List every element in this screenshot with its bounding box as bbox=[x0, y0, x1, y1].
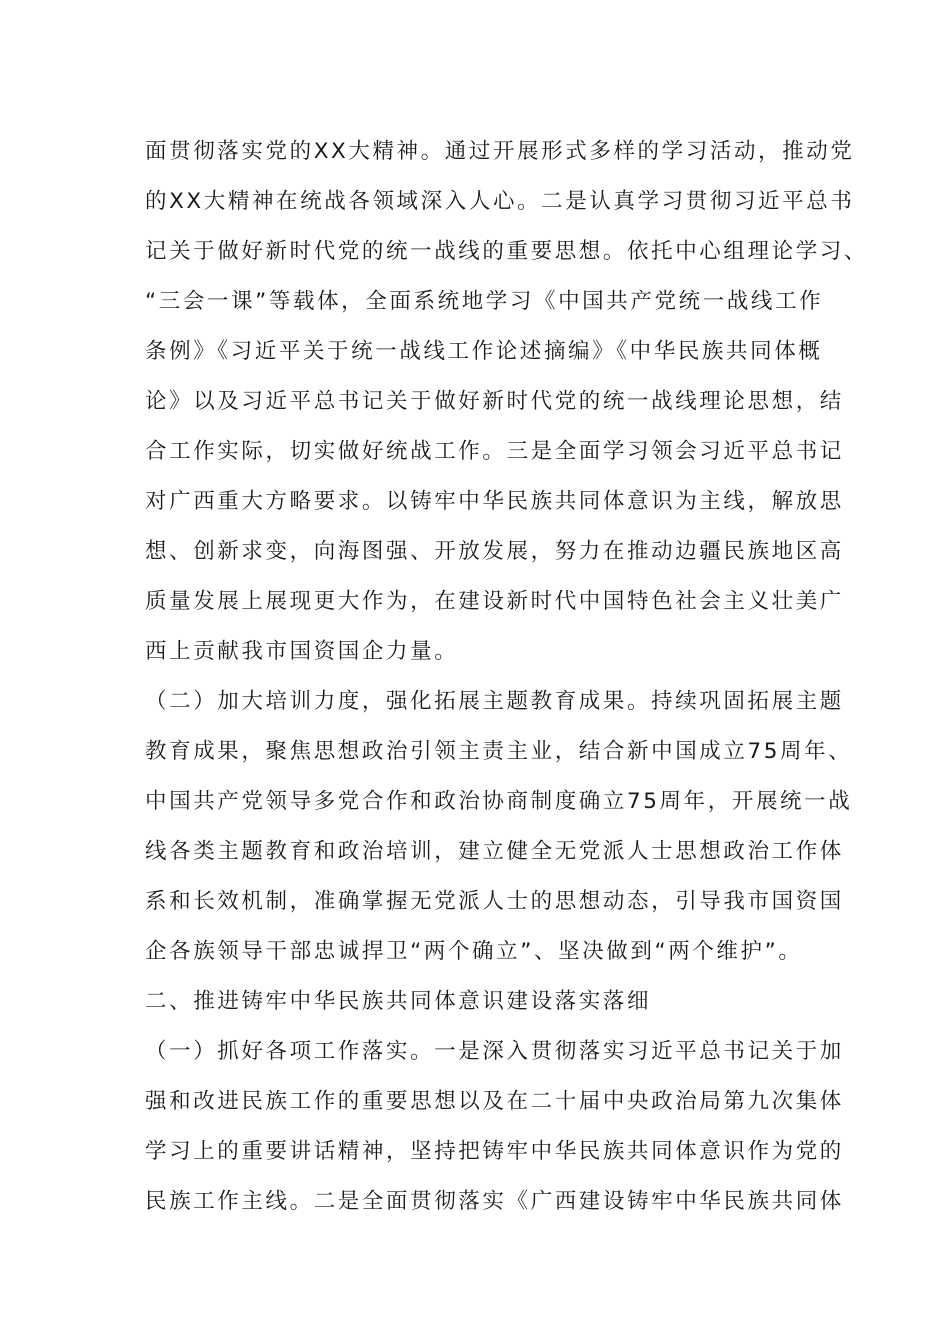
section-heading: （一）抓好各项工作落实。一是深入贯彻落实习近平总书记关于加 bbox=[145, 1039, 844, 1064]
text-line: “三会一课”等载体，全面系统地学习《中国共产党统一战线工作 bbox=[145, 289, 824, 314]
text-line: 面贯彻落实党的XX大精神。通过开展形式多样的学习活动，推动党 bbox=[145, 139, 855, 164]
text-line: 学习上的重要讲话精神，坚持把铸牢中华民族共同体意识作为党的 bbox=[145, 1139, 844, 1164]
text-line: 线各类主题教育和政治培训，建立健全无党派人士思想政治工作体 bbox=[145, 839, 844, 864]
text-line: 企各族领导干部忠诚捍卫“两个确立”、坚决做到“两个维护”。 bbox=[145, 939, 803, 964]
text-line: 质量发展上展现更大作为，在建设新时代中国特色社会主义壮美广 bbox=[145, 589, 844, 614]
text-line: 民族工作主线。二是全面贯彻落实《广西建设铸牢中华民族共同体 bbox=[145, 1189, 844, 1214]
section-heading: 二、推进铸牢中华民族共同体意识建设落实落细 bbox=[145, 989, 652, 1014]
text-line: 条例》《习近平关于统一战线工作论述摘编》《中华民族共同体概 bbox=[145, 339, 823, 364]
text-line: 西上贡献我市国资国企力量。 bbox=[145, 639, 459, 664]
text-line: 记关于做好新时代党的统一战线的重要思想。依托中心组理论学习、 bbox=[145, 239, 869, 264]
text-line: 对广西重大方略要求。以铸牢中华民族共同体意识为主线，解放思 bbox=[145, 489, 844, 514]
text-line: 强和改进民族工作的重要思想以及在二十届中央政治局第九次集体 bbox=[145, 1089, 844, 1114]
text-line: 系和长效机制，准确掌握无党派人士的思想动态，引导我市国资国 bbox=[145, 889, 844, 914]
section-heading: （二）加大培训力度，强化拓展主题教育成果。持续巩固拓展主题 bbox=[145, 689, 844, 714]
text-line: 合工作实际，切实做好统战工作。三是全面学习领会习近平总书记 bbox=[145, 439, 844, 464]
text-line: 中国共产党领导多党合作和政治协商制度确立75周年，开展统一战 bbox=[145, 789, 853, 814]
text-line: 的XX大精神在统战各领域深入人心。二是认真学习贯彻习近平总书 bbox=[145, 189, 855, 214]
text-line: 想、创新求变，向海图强、开放发展，努力在推动边疆民族地区高 bbox=[145, 539, 844, 564]
text-line: 教育成果，聚焦思想政治引领主责主业，结合新中国成立75周年、 bbox=[145, 739, 853, 764]
text-line: 论》以及习近平总书记关于做好新时代党的统一战线理论思想，结 bbox=[145, 389, 844, 414]
